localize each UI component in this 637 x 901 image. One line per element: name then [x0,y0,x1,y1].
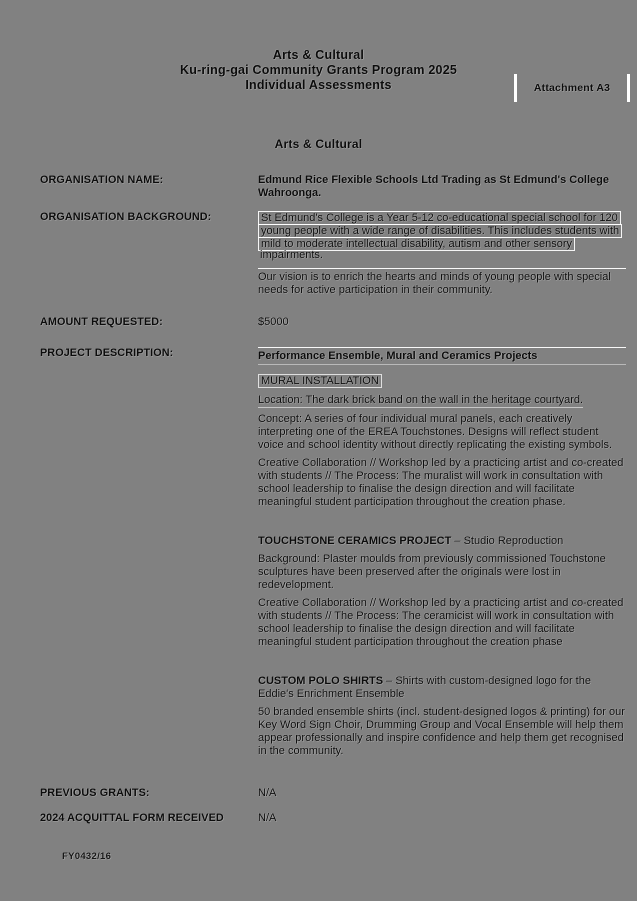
organisation-background-label: ORGANISATION BACKGROUND: [40,211,212,223]
background-line: impairments. [260,249,323,261]
assessment-fields [40,170,626,825]
background-line: St Edmund's College is a Year 5-12 co-educational special school for 120 [258,211,621,225]
organisation-name-value: Edmund Rice Flexible Schools Ltd Trading as St Edmund's College Wahroonga. [258,174,610,199]
amount-requested-value: $5000 [258,315,289,328]
section-title: Arts & Cultural [274,137,363,151]
background-line: mild to moderate intellectual disability, autism and other sensory [258,237,575,251]
ceramics-background: Background: Plaster moulds from previously commissioned Touchstone sculptures have been preserved after the originals were lost in redevelopment. [258,552,606,591]
field-row-project-description [40,347,626,763]
polo-heading-suffix: – Shirts with custom-designed logo for the Eddie's Enrichment Ensemble [258,674,591,700]
mural-concept: Concept: A series of four individual mural panels, each creatively interpreting one of the EREA Touchstones. Designs will reflect student voice and school identity without directly replicating the existing symbols. [258,412,613,451]
previous-grants-label: PREVIOUS GRANTS: [40,786,150,799]
field-row-amount-requested [40,316,626,329]
acquittal-form-value: N/A [258,811,277,824]
field-row-organisation-background [40,211,626,302]
header-line-program-category: Arts & Cultural [272,48,365,62]
organisation-name-label: ORGANISATION NAME: [40,174,164,186]
ceramics-collaboration: Creative Collaboration // Workshop led by a practicing artist and co-created with students // The Process: The ceramicist will work in consultation with school leadership to finalise the design direction and will facilitate meaningful student participation throughout the creation phase [258,596,624,648]
mural-location: Location: The dark brick band on the wall in the heritage courtyard. [258,393,584,406]
footer-reference: FY0432/16 [62,851,112,862]
project-title: Performance Ensemble, Mural and Ceramics Projects [258,347,626,365]
polo-heading-main: CUSTOM POLO SHIRTS [258,674,384,687]
attachment-label: Attachment A3 [533,82,611,94]
attachment-right-bar [627,74,630,102]
ceramics-heading-main: TOUCHSTONE CERAMICS PROJECT [258,534,452,547]
project-description-label: PROJECT DESCRIPTION: [40,346,174,359]
field-row-acquittal-form [40,812,626,825]
project-description-value [258,347,626,763]
mural-collaboration: Creative Collaboration // Workshop led by a practicing artist and co-created with students // The Process: The muralist will work in consultation with school leadership to finalise the design direction and will facilitate meaningful student participation throughout the creation phase. [258,456,624,508]
background-line: young people with a wide range of disabilities. This includes students with [258,224,622,238]
organisation-background-value [258,211,626,302]
amount-requested-label: AMOUNT REQUESTED: [40,315,163,328]
header-line-subtitle: Individual Assessments [245,78,392,92]
acquittal-form-label: 2024 ACQUITTAL FORM RECEIVED [40,811,224,824]
ceramics-heading [258,535,626,548]
previous-grants-value: N/A [258,786,277,799]
header-line-program-name: Ku-ring-gai Community Grants Program 2025 [180,63,457,77]
mural-installation-heading: MURAL INSTALLATION [258,374,382,388]
ceramics-heading-suffix: – Studio Reproduction [451,534,564,547]
polo-heading [258,675,626,701]
field-row-organisation-name [40,174,626,200]
organisation-vision: Our vision is to enrich the hearts and minds of young people with special needs for active participation in their community. [258,268,626,297]
polo-body: 50 branded ensemble shirts (incl. student-designed logos & printing) for our Key Word Sign Choir, Drumming Group and Vocal Ensemble will help them appear professionally and inspire confidence and help them get recognised in the community. [258,705,625,757]
attachment-label-box [514,74,630,102]
field-row-previous-grants [40,787,626,800]
